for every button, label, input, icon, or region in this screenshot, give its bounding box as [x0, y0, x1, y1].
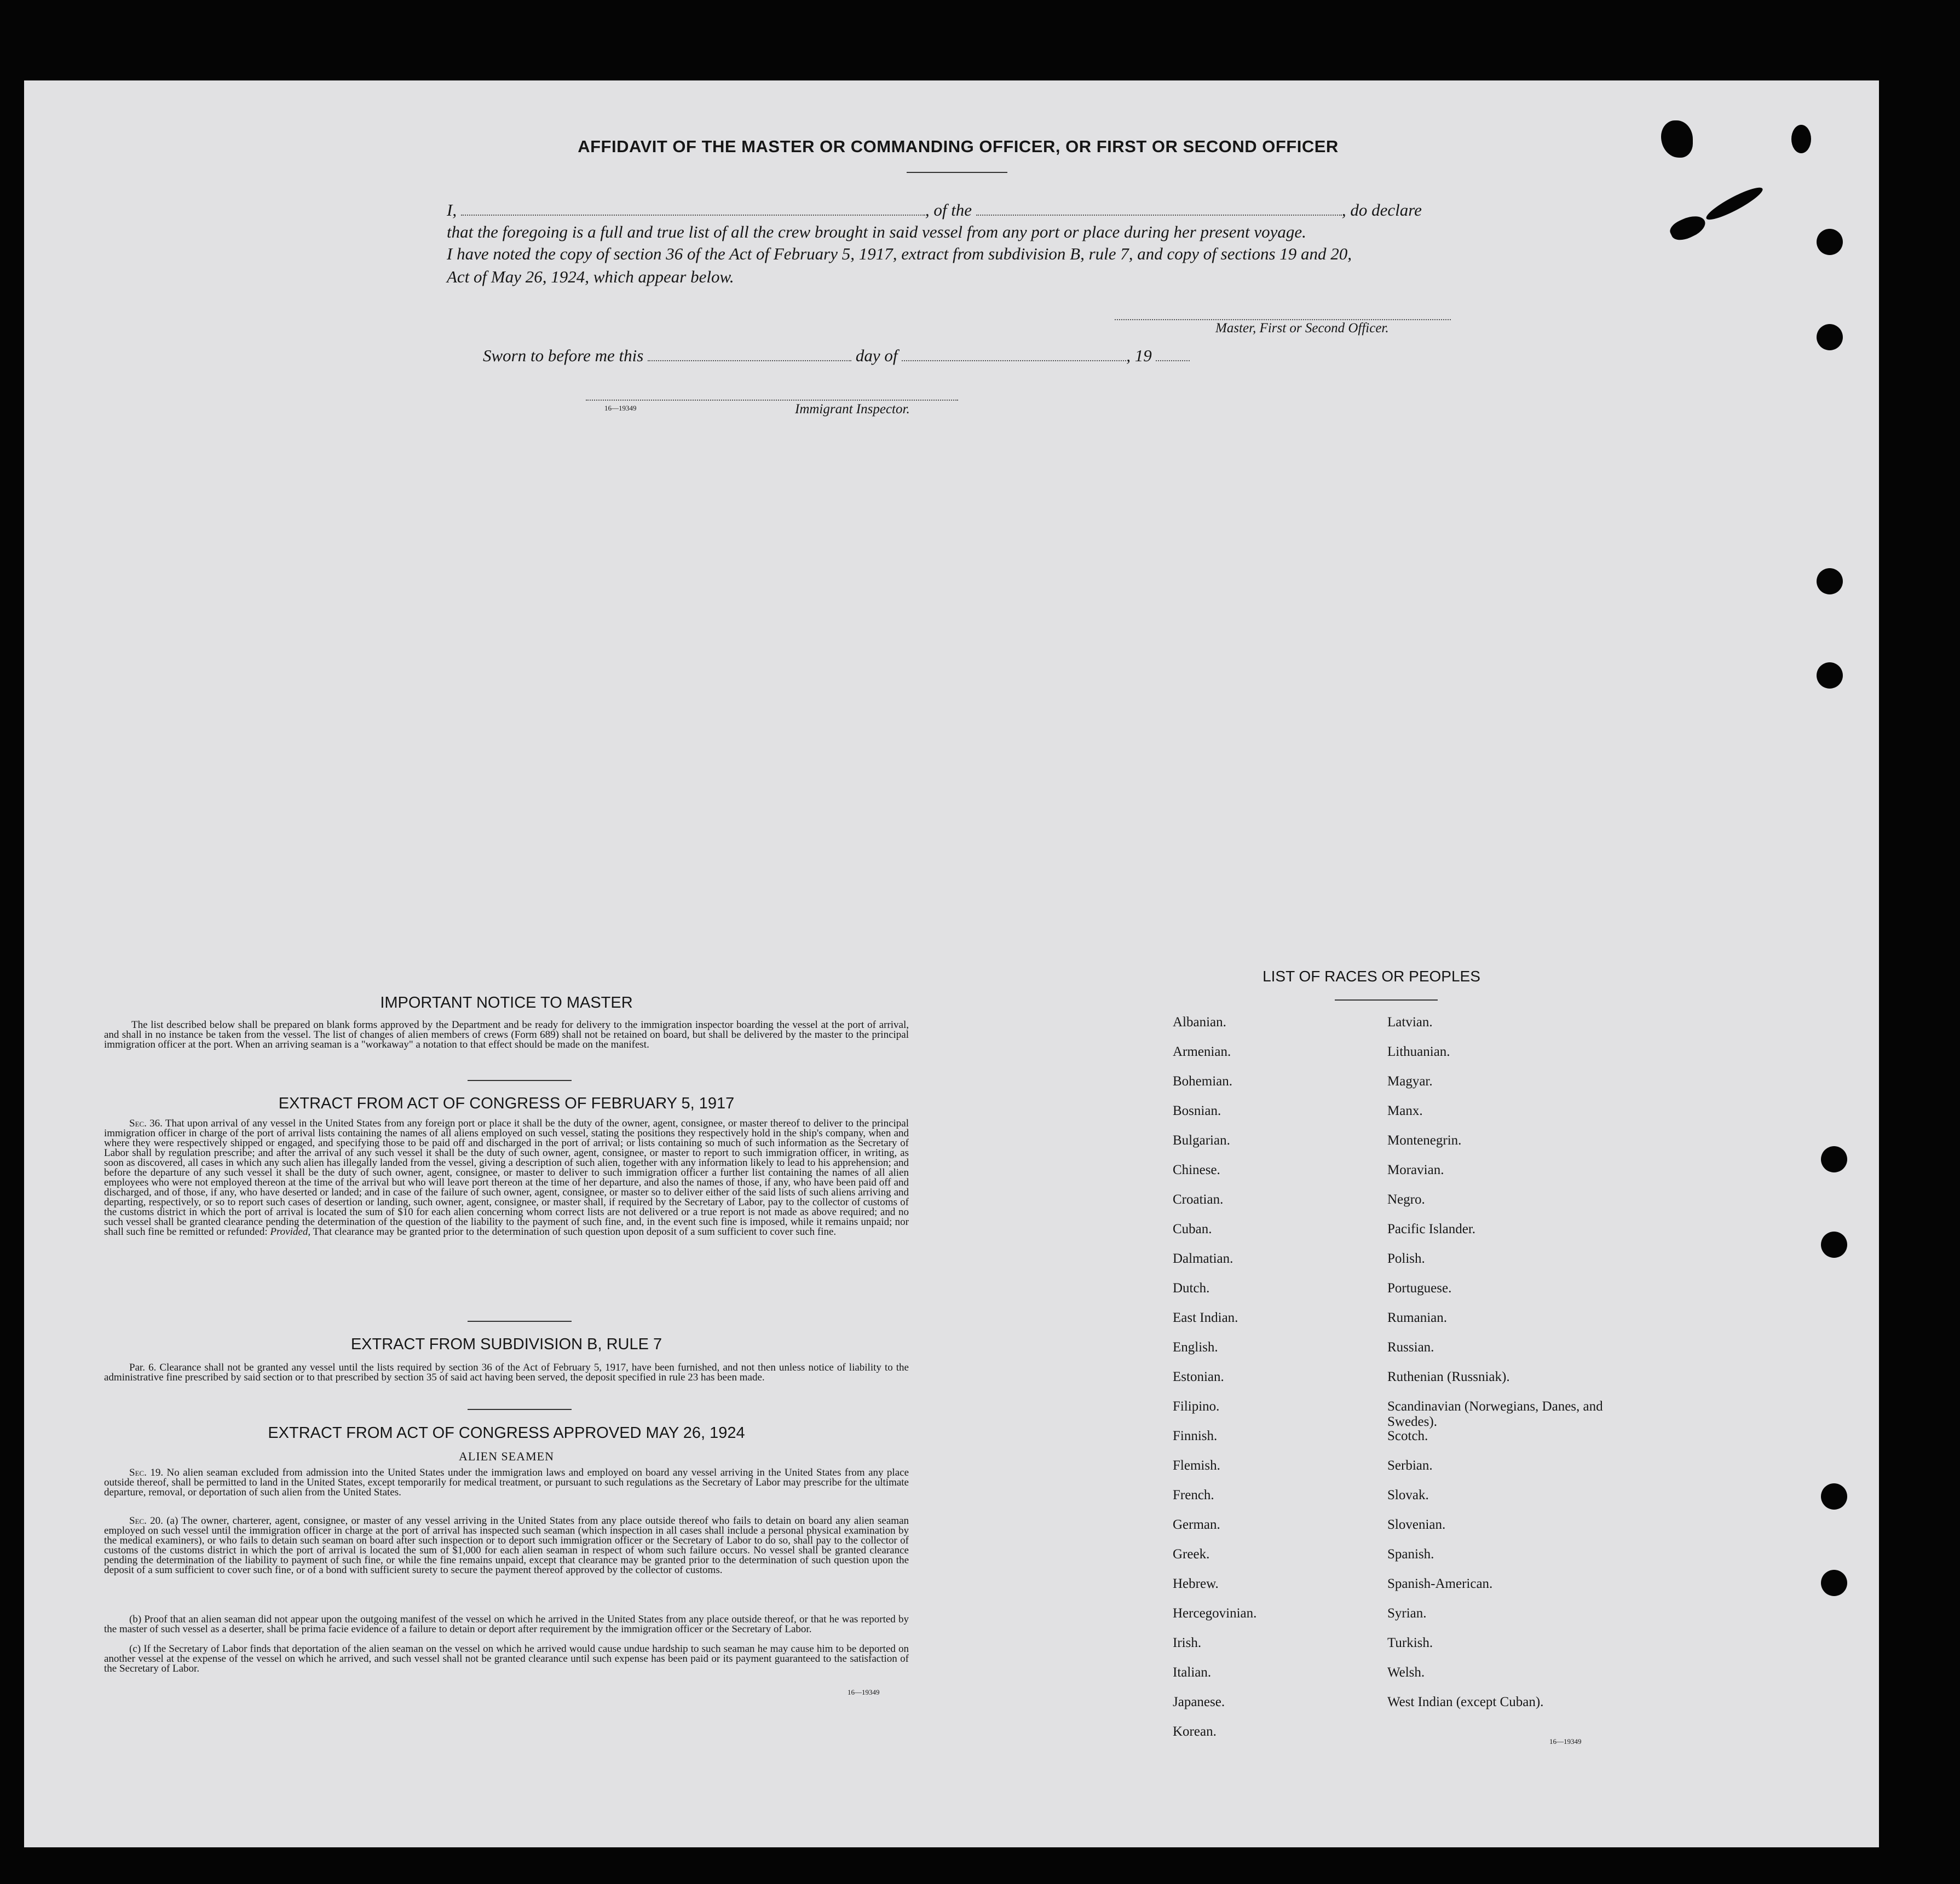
sworn-line	[483, 346, 1512, 366]
race-item: Spanish.	[1387, 1547, 1434, 1562]
race-item: Magyar.	[1387, 1074, 1433, 1089]
extract-1917-title: EXTRACT FROM ACT OF CONGRESS OF FEBRUARY 5, 1917	[278, 1095, 735, 1112]
race-item: Bulgarian.	[1173, 1133, 1230, 1148]
divider	[468, 1080, 572, 1081]
title-underline	[907, 172, 1007, 173]
sec-20-label: Sec. 20.	[129, 1515, 163, 1527]
race-item: Scotch.	[1387, 1429, 1428, 1443]
race-item: Rumanian.	[1387, 1310, 1448, 1325]
race-item: German.	[1173, 1517, 1220, 1532]
race-item: Lithuanian.	[1387, 1044, 1450, 1059]
race-item: Albanian.	[1173, 1015, 1226, 1030]
race-item: Welsh.	[1387, 1665, 1425, 1680]
declaration-line-2: that the foregoing is a full and true list of all the crew brought in said vessel from any port or place during her present voyage.	[447, 222, 1306, 241]
sec-36-body-end: That clearance may be granted prior to the determination of such question upon deposit of a sum sufficient to cover such fine.	[313, 1226, 837, 1238]
race-item: Flemish.	[1173, 1458, 1220, 1473]
rule-7-title: EXTRACT FROM SUBDIVISION B, RULE 7	[350, 1336, 662, 1353]
race-item: Irish.	[1173, 1636, 1202, 1650]
name-field[interactable]	[461, 203, 925, 216]
punch-hole	[1821, 1483, 1847, 1510]
race-item: Scandinavian (Norwegians, Danes, and Swedes).	[1387, 1399, 1603, 1429]
race-item: Spanish-American.	[1387, 1576, 1493, 1591]
sec-20a-body: (a) The owner, charterer, agent, consignee, or master of any vessel arriving in the United States from any place outside thereof who fails to detain on board any alien seaman employed on such vessel until the immigration officer in charge at the port of arrival has inspected such seaman (which inspection in all cases shall include a personal physical examination by the medical examiners), or who fails to detain such seaman on board after such inspection or to deport such immigration officer or the Secretary of Labor to do so, shall pay to the collector of customs of the customs district in which the port of arrival is located the sum of $1,000 for each alien seaman in respect of whom such failure occurs. No vessel shall be granted clearance pending the determination of the liability to payment of such fine, or while the fine remains unpaid, except that clearance may be granted prior to the determination of such question upon the deposit of a sum sufficient to cover such fine, or of a bond with sufficient surety to secure the payment thereof approved by the collector of customs.	[104, 1515, 909, 1576]
race-item: Hercegovinian.	[1173, 1606, 1257, 1621]
punch-hole	[1817, 568, 1843, 594]
punch-hole	[1817, 662, 1843, 689]
punch-hole	[1817, 229, 1843, 255]
race-item: Bosnian.	[1173, 1103, 1221, 1118]
race-item: Korean.	[1173, 1724, 1217, 1739]
race-item: Portuguese.	[1387, 1281, 1452, 1296]
divider	[468, 1409, 572, 1410]
race-item: Moravian.	[1387, 1163, 1444, 1177]
sec-19-label: Sec. 19.	[129, 1467, 164, 1478]
sworn-day-of: day of	[855, 346, 898, 365]
race-item: Serbian.	[1387, 1458, 1433, 1473]
race-item: Syrian.	[1387, 1606, 1427, 1621]
inspector-label: Immigrant Inspector.	[795, 402, 910, 417]
sworn-text: Sworn to before me this	[483, 346, 644, 365]
race-item: Negro.	[1387, 1192, 1425, 1207]
punch-hole	[1817, 324, 1843, 350]
race-item: Filipino.	[1173, 1399, 1220, 1414]
race-item: Ruthenian (Russniak).	[1387, 1369, 1510, 1384]
race-item: Bohemian.	[1173, 1074, 1233, 1089]
race-item: Slovak.	[1387, 1488, 1429, 1502]
declaration-i: I,	[447, 200, 457, 219]
notice-title: IMPORTANT NOTICE TO MASTER	[380, 994, 633, 1012]
vessel-field[interactable]	[976, 203, 1342, 216]
form-number-bottom-left: 16—19349	[848, 1688, 880, 1696]
divider	[468, 1321, 572, 1322]
punch-hole	[1821, 1570, 1847, 1596]
master-signature-label: Master, First or Second Officer.	[1215, 321, 1389, 336]
declaration-line-1	[447, 200, 1476, 220]
sworn-day-field[interactable]	[648, 348, 851, 361]
race-item: Cuban.	[1173, 1222, 1212, 1236]
form-number-top: 16—19349	[604, 404, 637, 412]
sec-36-body: That upon arrival of any vessel in the United States from any foreign port or place it shall be the duty of the owner, agent, consignee, or master thereof to deliver to the principal immigration officer in charge of the port of arrival lists containing the names of all aliens employed on such vessel, stating the positions they respectively hold in the ship's company, when and where they were respectively shipped or engaged, and specifying those to be paid off and discharged in the port of arrival; or lists containing so much of such information as the Secretary of Labor shall by regulation prescribe; and after the arrival of any such vessel it shall be the duty of such owner, agent, consignee, or master to report to such immigration officer, in writing, as soon as discovered, all cases in which any such alien has illegally landed from the vessel, giving a description of such alien, together with any information likely to lead to his apprehension; and before the departure of any such vessel it shall be the duty of such owner, agent, consignee, or master to deliver to such immigration officer a further list containing the names of all alien employees who were not employed thereon at the time of the arrival but who will leave port thereon at the time of her departure, and also the names of those, if any, who have been paid off and discharged, and of those, if any, who have deserted or landed; and in case of the failure of such owner, agent, consignee, or master so to deliver either of the said lists of such aliens arriving and departing, respectively, or so to report such cases of desertion or landing, such owner, agent, consignee, or master shall, if required by the Secretary of Labor, pay to the collector of customs of the customs district in which the port of arrival is located the sum of $10 for each alien concerning whom correct lists are not delivered or a true report is not made as above required; and no such vessel shall be granted clearance pending the determination of the question of the liability to the payment of such fine, and, in the event such fine is imposed, while it remains unpaid; nor shall such fine be remitted or refunded:	[104, 1118, 909, 1238]
sec-19-body: No alien seaman excluded from admission into the United States under the immigration laws and employed on board any vessel arriving in the United States from any place outside thereof, shall be permitted to land in the United States, except temporarily for medical treatment, or pursuant to such regulations as the Secretary of Labor may prescribe for the ultimate departure, removal, or deportation of such alien from the United States.	[104, 1467, 909, 1498]
race-item: Polish.	[1387, 1251, 1425, 1266]
race-item: French.	[1173, 1488, 1214, 1502]
sec-20c-text: (c) If the Secretary of Labor finds that deportation of the alien seaman on the vessel on which he arrived would cause undue hardship to such seaman he may cause him to be deported on another vessel at the expense of the vessel on which he arrived, and such vessel shall not be granted clearance until such expense has been paid or its payment guaranteed to the satisfaction of the Secretary of Labor.	[104, 1643, 909, 1674]
sworn-year-field[interactable]	[1156, 348, 1190, 361]
race-item: Japanese.	[1173, 1695, 1225, 1709]
sworn-year-prefix: , 19	[1126, 346, 1152, 365]
races-title: LIST OF RACES OR PEOPLES	[1263, 968, 1480, 985]
race-item: Italian.	[1173, 1665, 1212, 1680]
race-item: Croatian.	[1173, 1192, 1224, 1207]
extract-1917-text	[104, 1119, 909, 1237]
affidavit-title: AFFIDAVIT OF THE MASTER OR COMMANDING OFFICER, OR FIRST OR SECOND OFFICER	[578, 137, 1339, 156]
race-item: Slovenian.	[1387, 1517, 1446, 1532]
punch-hole	[1821, 1232, 1847, 1258]
race-item: Finnish.	[1173, 1429, 1218, 1443]
races-title-underline	[1335, 999, 1438, 1001]
form-number-bottom-right: 16—19349	[1549, 1737, 1582, 1746]
race-item: Turkish.	[1387, 1636, 1433, 1650]
race-item: Hebrew.	[1173, 1576, 1219, 1591]
race-item: West Indian (except Cuban).	[1387, 1695, 1544, 1709]
race-item: Russian.	[1387, 1340, 1434, 1355]
sec-20b-text: (b) Proof that an alien seaman did not appear upon the outgoing manifest of the vessel on which he arrived in the United States from any place outside thereof, or that he was reported by the master of such vessel as a deserter, shall be prima facie evidence of a failure to detain or deport after requirement by the immigration officer or the Secretary of Labor.	[104, 1614, 909, 1635]
race-item: Dalmatian.	[1173, 1251, 1233, 1266]
sworn-month-field[interactable]	[902, 348, 1126, 361]
race-item: Latvian.	[1387, 1015, 1433, 1030]
race-item: Pacific Islander.	[1387, 1222, 1476, 1236]
punch-hole	[1821, 1146, 1847, 1172]
race-item: Montenegrin.	[1387, 1133, 1462, 1148]
alien-seamen-subtitle: ALIEN SEAMEN	[459, 1449, 554, 1463]
notice-text: The list described below shall be prepared on blank forms approved by the Department and be ready for delivery to the immigration inspector boarding the vessel at the port of arrival, and shall in no instance be taken from the vessel. The list of changes of alien members of crews (Form 689) shall not be retained on board, but shall be delivered by the master to the principal immigration officer at the port. When an arriving seaman is a "workaway" a notation to that effect should be made on the manifest.	[104, 1019, 909, 1050]
race-item: Estonian.	[1173, 1369, 1224, 1384]
race-item: Manx.	[1387, 1103, 1423, 1118]
sec-20a-text	[104, 1516, 909, 1575]
master-signature-line[interactable]	[1115, 319, 1451, 320]
declaration-do-declare: , do declare	[1341, 200, 1422, 219]
rule-7-text: Par. 6. Clearance shall not be granted any vessel until the lists required by section 36 of the Act of February 5, 1917, have been furnished, and not then unless notice of liability to the administrative fine prescribed by said section or to that prescribed by section 35 of said act having been served, the deposit specified in rule 23 has been made.	[104, 1362, 909, 1383]
sec-36-provided: Provided,	[270, 1226, 311, 1238]
race-item: Chinese.	[1173, 1163, 1220, 1177]
declaration-line-4: Act of May 26, 1924, which appear below.	[447, 267, 734, 286]
declaration-line-3: I have noted the copy of section 36 of the Act of February 5, 1917, extract from subdivision B, rule 7, and copy of sections 19 and 20,	[447, 244, 1352, 263]
race-item: East Indian.	[1173, 1310, 1238, 1325]
race-item: Greek.	[1173, 1547, 1210, 1562]
race-item: Dutch.	[1173, 1281, 1210, 1296]
sec-36-label: Sec. 36.	[129, 1118, 163, 1129]
extract-1924-title: EXTRACT FROM ACT OF CONGRESS APPROVED MAY 26, 1924	[268, 1424, 745, 1442]
race-item: English.	[1173, 1340, 1218, 1355]
declaration-of-the: , of the	[925, 200, 972, 219]
inspector-signature-line[interactable]	[586, 400, 958, 401]
ink-blot	[1791, 125, 1811, 153]
race-item: Armenian.	[1173, 1044, 1231, 1059]
sec-19-text	[104, 1468, 909, 1498]
